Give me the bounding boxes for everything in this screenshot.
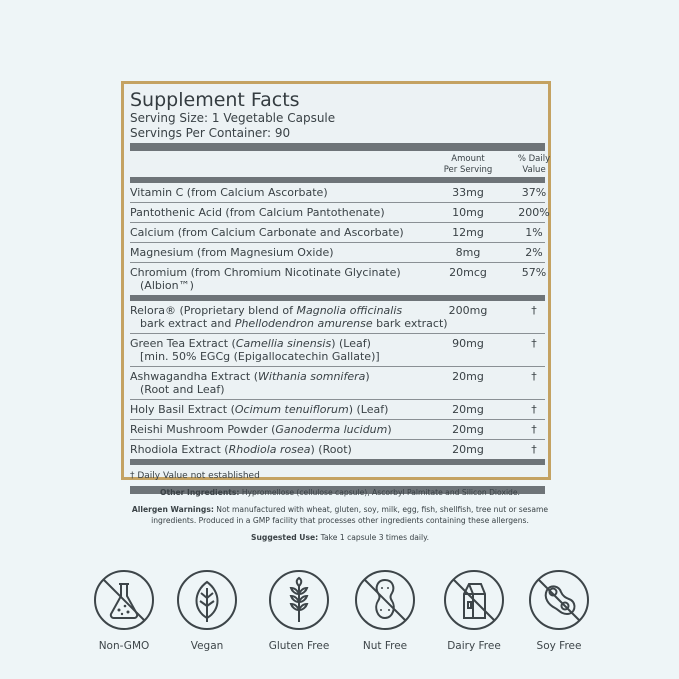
serving-size: Serving Size: 1 Vegetable Capsule	[130, 111, 336, 125]
table-row	[130, 439, 545, 459]
ingredient-amount: 8mg	[455, 246, 481, 259]
other-ingredients-text: Hypromellose (cellulose capsule), Ascorbyl Palmitate and Silicon Dioxide.	[239, 488, 520, 497]
ingredient-latin-name: Ganoderma lucidum	[275, 423, 388, 436]
badge-dairy-free	[439, 568, 509, 652]
ingredient-amount: 33mg	[452, 186, 484, 199]
column-header	[130, 151, 551, 177]
ingredient-dv: 37%	[521, 186, 547, 199]
ingredient-name-text: bark extract)	[372, 317, 448, 330]
ingredient-amount: 200mg	[448, 304, 488, 317]
table-row	[130, 242, 545, 262]
ingredient-latin-name: Camellia sinensis	[235, 337, 332, 350]
ingredient-name-line1: Chromium (from Chromium Nicotinate Glycinate)	[130, 266, 401, 279]
ingredient-amount: 20mcg	[449, 266, 487, 279]
allergen-warnings-text: Not manufactured with wheat, gluten, soy, milk, egg, fish, shellfish, tree nut or sesame ingredients. Produced in a GMP facility that processes other ingredients containing these allergens.	[151, 505, 549, 525]
badge-label: Non-GMO	[98, 640, 150, 652]
allergen-warnings-label: Allergen Warnings:	[131, 505, 214, 514]
badge-row	[0, 568, 679, 668]
ingredient-latin-name: Ocimum tenuiflorum	[234, 403, 349, 416]
ingredient-name: Pantothenic Acid (from Calcium Pantothenate)	[130, 206, 385, 219]
ingredient-dv: 1%	[525, 226, 543, 239]
leaf-icon	[175, 568, 239, 632]
ingredient-amount: 10mg	[452, 206, 484, 219]
ingredient-dv: 57%	[521, 266, 547, 279]
ingredient-amount: 90mg	[452, 337, 484, 350]
table-row	[130, 399, 545, 419]
ingredient-amount: 12mg	[452, 226, 484, 239]
ingredient-dv: †	[531, 304, 537, 317]
wheat-icon	[267, 568, 331, 632]
ingredient-name-text: ) (Leaf)	[331, 337, 371, 350]
ingredient-dv: †	[531, 370, 537, 383]
ingredient-name-text: Relora® (Proprietary blend of	[130, 304, 297, 317]
other-ingredients	[100, 487, 580, 498]
badge-label: Gluten Free	[268, 640, 330, 652]
table-row	[130, 333, 545, 366]
servings-per-container: Servings Per Container: 90	[130, 126, 291, 140]
ingredient-latin-name: Magnolia officinalis	[296, 304, 403, 317]
ingredient-latin-name: Rhodiola rosea	[228, 443, 311, 456]
badge-label: Vegan	[190, 640, 224, 652]
amount-header-line1: Amount	[451, 154, 485, 164]
ingredient-name-text: bark extract and	[140, 317, 235, 330]
ingredient-name-text: Rhodiola Extract (	[130, 443, 229, 456]
ingredient-name	[130, 367, 440, 399]
badge-label: Nut Free	[362, 640, 408, 652]
ingredient-name	[130, 301, 490, 333]
table-row	[130, 262, 545, 295]
ingredient-name-text: Reishi Mushroom Powder (	[130, 423, 276, 436]
ingredient-name-line2: (Root and Leaf)	[140, 383, 225, 396]
supplement-facts-panel	[121, 81, 551, 480]
ingredient-name-line2: [min. 50% EGCg (Epigallocatechin Gallate)]	[140, 350, 380, 363]
ingredient-name	[130, 400, 440, 419]
dv-header-line2: Value	[522, 165, 546, 175]
ingredient-name	[130, 334, 440, 366]
badge-vegan	[172, 568, 242, 652]
ingredient-name	[130, 263, 440, 295]
dv-header	[508, 154, 560, 176]
suggested-use	[100, 532, 580, 543]
badge-gluten-free	[264, 568, 334, 652]
suggested-use-label: Suggested Use:	[251, 533, 319, 542]
ingredient-name	[130, 440, 440, 459]
ingredient-latin-name: Withania somnifera	[258, 370, 366, 383]
ingredient-dv: 200%	[518, 206, 550, 219]
table-row	[130, 301, 545, 333]
badge-label: Soy Free	[536, 640, 582, 652]
ingredient-name: Magnesium (from Magnesium Oxide)	[130, 246, 334, 259]
milk-carton-icon	[442, 568, 506, 632]
ingredient-name-line2: (Albion™)	[140, 279, 194, 292]
ingredient-dv: †	[531, 403, 537, 416]
badge-nut-free	[350, 568, 420, 652]
facts-title: Supplement Facts	[130, 89, 300, 111]
ingredient-name-text: ) (Root)	[310, 443, 352, 456]
ingredient-name-text: Green Tea Extract (	[130, 337, 236, 350]
ingredient-amount: 20mg	[452, 443, 484, 456]
ingredient-amount: 20mg	[452, 423, 484, 436]
badge-label: Dairy Free	[447, 640, 501, 652]
ingredient-name: Calcium (from Calcium Carbonate and Ascorbate)	[130, 226, 404, 239]
table-row	[130, 202, 550, 222]
amount-header-line2: Per Serving	[443, 165, 493, 175]
other-ingredients-label: Other Ingredients:	[160, 488, 240, 497]
badge-non-gmo	[89, 568, 159, 652]
dv-header-line1: % Daily	[517, 154, 551, 164]
ingredient-name-text: Ashwagandha Extract (	[130, 370, 259, 383]
table-row	[130, 183, 545, 202]
ingredient-name-text: )	[365, 370, 370, 383]
ingredient-dv: †	[531, 337, 537, 350]
flask-icon	[92, 568, 156, 632]
table-row	[130, 222, 545, 242]
soybean-icon	[527, 568, 591, 632]
amount-header	[437, 154, 499, 176]
ingredient-amount: 20mg	[452, 370, 484, 383]
ingredient-dv: †	[531, 423, 537, 436]
suggested-use-text: Take 1 capsule 3 times daily.	[318, 533, 429, 542]
divider-bar	[130, 143, 545, 151]
ingredient-name-text: ) (Leaf)	[348, 403, 389, 416]
ingredient-amount: 20mg	[452, 403, 484, 416]
ingredient-latin-name: Phellodendron amurense	[234, 317, 373, 330]
footnote: † Daily Value not established	[130, 471, 260, 481]
ingredient-dv: †	[531, 443, 537, 456]
ingredient-name: Vitamin C (from Calcium Ascorbate)	[130, 186, 328, 199]
ingredient-name	[130, 420, 440, 439]
ingredient-dv: 2%	[525, 246, 543, 259]
badge-soy-free	[524, 568, 594, 652]
allergen-warnings	[110, 504, 570, 526]
table-row	[130, 419, 545, 439]
ingredient-name-text: Holy Basil Extract (	[130, 403, 235, 416]
peanut-icon	[353, 568, 417, 632]
table-row	[130, 366, 545, 399]
ingredient-name-text: )	[387, 423, 392, 436]
